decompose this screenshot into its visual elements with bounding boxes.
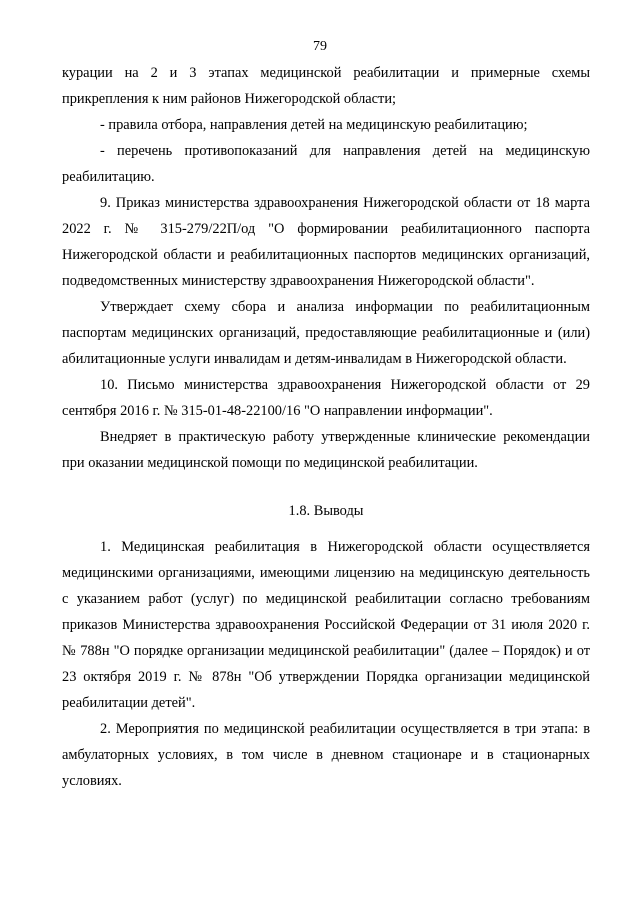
page-number: 79 — [313, 39, 327, 54]
conclusion-1: 1. Медицинская реабилитация в Нижегородской области осуществляется медицинскими организациями, имеющими лицензию на медицинскую деятельность с указанием работ (услуг) по медицинской реабилитации согласно требованиям приказов Министерства здравоохранения Российской Федерации от 31 июля 2020 г. № 788н "О порядке организации медицинской реабилитации" (далее – Порядок) и от 23 октября 2019 г. № 878н "Об утверждении Порядка организации медицинской реабилитации детей". — [62, 539, 590, 711]
conclusion-2: 2. Мероприятия по медицинской реабилитации осуществляется в три этапа: в амбулаторных условиях, в том числе в дневном стационаре и в стационарных условиях. — [62, 721, 590, 789]
item-9-description: Утверждает схему сбора и анализа информации по реабилитационным паспортам медицинских организаций, предоставляющие реабилитационные и (или) абилитационные услуги инвалидам и детям-инвалидам в Нижегородской области. — [62, 299, 590, 367]
paragraph-continuation: курации на 2 и 3 этапах медицинской реабилитации и примерные схемы прикрепления к ним районов Нижегородской области; — [62, 65, 590, 107]
item-10-letter: 10. Письмо министерства здравоохранения Нижегородской области от 29 сентября 2016 г. № 315-01-48-22100/16 "О направлении информации". — [62, 377, 590, 419]
section-title: 1.8. Выводы — [288, 503, 364, 519]
list-item-contraindications: - перечень противопоказаний для направления детей на медицинскую реабилитацию. — [62, 143, 590, 185]
item-9-order: 9. Приказ министерства здравоохранения Нижегородской области от 18 марта 2022 г. № 315-279/22П/од "О формировании реабилитационного паспорта Нижегородской области и реабилитационных паспортов медицинских организаций, подведомственных министерству здравоохранения Нижегородской области". — [62, 195, 590, 289]
page-body — [62, 60, 590, 794]
item-10-description: Внедряет в практическую работу утвержденные клинические рекомендации при оказании медицинской помощи по медицинской реабилитации. — [62, 429, 590, 471]
list-item-selection-rules: - правила отбора, направления детей на медицинскую реабилитацию; — [100, 117, 528, 133]
